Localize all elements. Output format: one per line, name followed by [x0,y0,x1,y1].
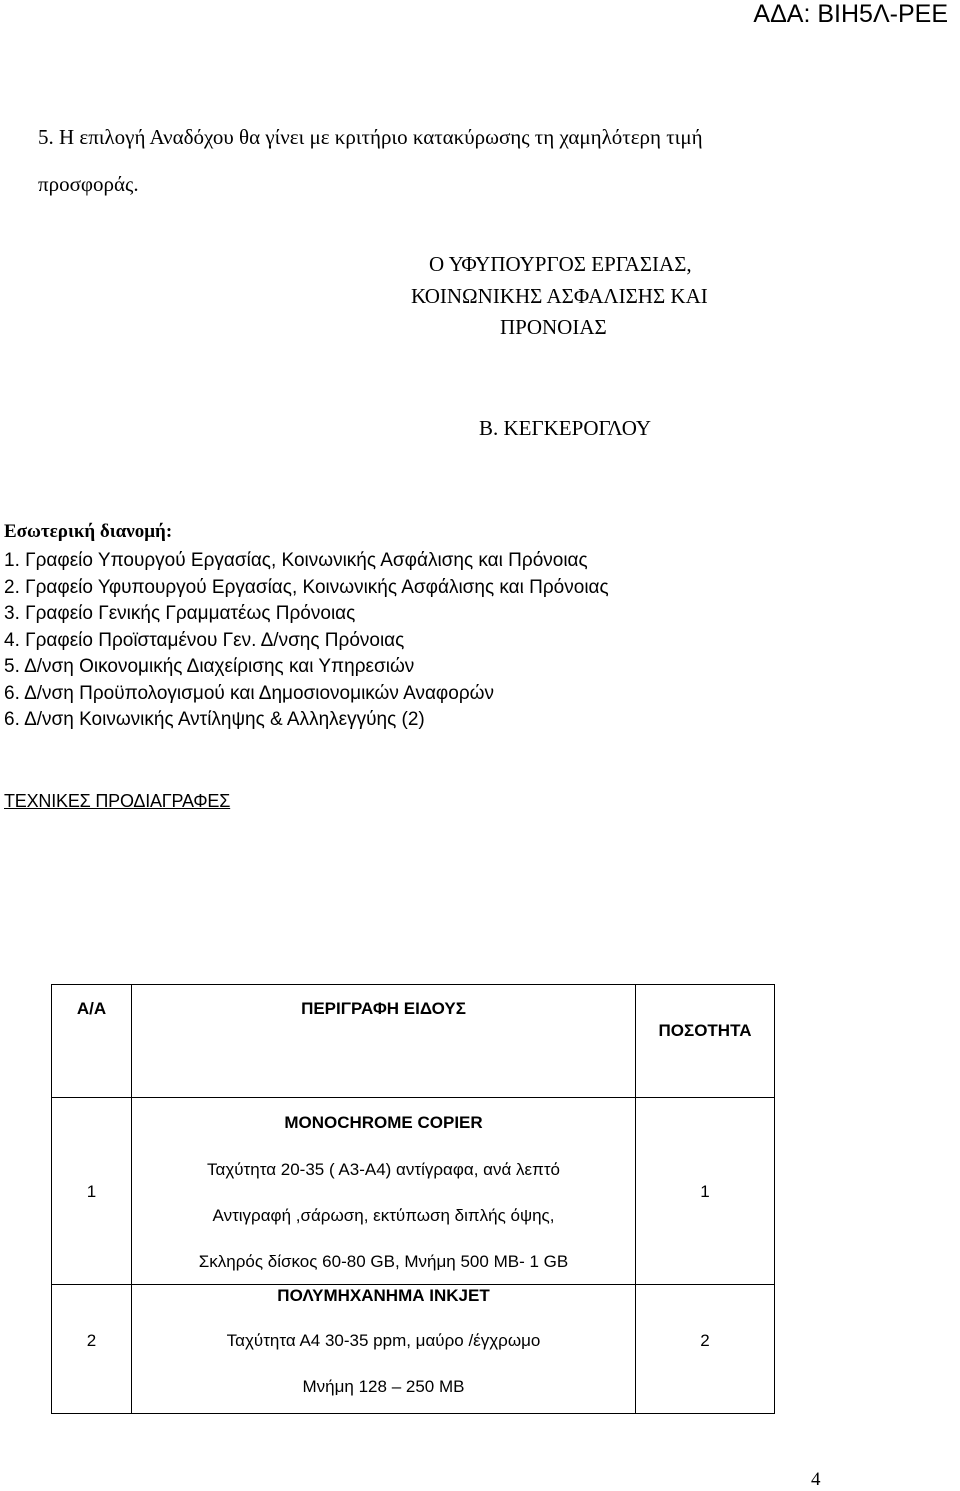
header-desc-cell [132,985,636,1098]
paragraph-5-line-2: προσφοράς. [38,172,139,196]
distribution-title: Εσωτερική διανομή: [4,521,173,542]
distribution-item: 6. Δ/νση Κοινωνικής Αντίληψης & Αλληλεγγύης (2) [4,709,425,730]
distribution-item: 1. Γραφείο Υπουργού Εργασίας, Κοινωνικής Ασφάλισης και Πρόνοιας [4,550,588,571]
header-num: Α/Α [76,999,107,1018]
row-desc-cell [132,1285,636,1414]
header-desc: ΠΕΡΙΓΡΑΦΗ ΕΙΔΟΥΣ [301,999,466,1018]
item-spec-line: Ταχύτητα Α4 30-35 ppm, μαύρο /έγχρωμο [226,1331,541,1350]
ada-code: ΑΔΑ: ΒΙΗ5Λ-ΡΕΕ [753,0,948,28]
row-qty-cell [636,1098,775,1285]
distribution-item: 5. Δ/νση Οικονομικής Διαχείρισης και Υπηρεσιών [4,656,415,677]
signature-title-line-2: ΚΟΙΝΩΝΙΚΗΣ ΑΣΦΑΛΙΣΗΣ ΚΑΙ [411,284,708,308]
distribution-item: 2. Γραφείο Υφυπουργού Εργασίας, Κοινωνικής Ασφάλισης και Πρόνοιας [4,576,609,598]
table-row [52,1098,775,1285]
technical-specs-title: ΤΕΧΝΙΚΕΣ ΠΡΟΔΙΑΓΡΑΦΕΣ [4,791,231,811]
header-qty-cell [636,985,775,1098]
item-spec-line: Ταχύτητα 20-35 ( Α3-Α4) αντίγραφα, ανά λεπτό [206,1160,560,1179]
item-spec-line: Μνήμη 128 – 250 ΜΒ [302,1377,465,1396]
row-num: 2 [86,1331,97,1350]
header-qty: ΠΟΣΟΤΗΤΑ [658,1021,752,1040]
row-num: 1 [86,1182,97,1201]
distribution-item: 4. Γραφείο Προϊσταμένου Γεν. Δ/νσης Πρόνοιας [4,629,405,651]
signature-title-line-1: Ο ΥΦΥΠΟΥΡΓΟΣ ΕΡΓΑΣΙΑΣ, [429,252,692,276]
row-qty: 1 [700,1182,710,1201]
signature-title-line-3: ΠΡΟΝΟΙΑΣ [500,315,607,339]
row-num-cell [52,1098,132,1285]
item-spec-line: Αντιγραφή ,σάρωση, εκτύπωση διπλής όψης, [212,1206,555,1225]
paragraph-5-line-1: 5. Η επιλογή Αναδόχου θα γίνει με κριτήριο κατακύρωσης τη χαμηλότερη τιμή [38,125,703,149]
item-name: MONOCHROME COPIER [284,1113,483,1132]
row-desc-cell [132,1098,636,1285]
row-qty: 2 [700,1331,710,1350]
distribution-list [4,548,609,734]
item-spec-line: Σκληρός δίσκος 60-80 GB, Μνήμη 500 ΜΒ- 1 GB [198,1252,569,1271]
table-row [52,1285,775,1414]
row-qty-cell [636,1285,775,1414]
row-num-cell [52,1285,132,1414]
specs-table [51,984,775,1414]
page-number: 4 [811,1469,821,1490]
header-num-cell [52,985,132,1098]
distribution-item: 6. Δ/νση Προϋπολογισμού και Δημοσιονομικών Αναφορών [4,682,494,704]
table-header-row [52,985,775,1098]
item-name: ΠΟΛΥΜΗΧΑΝΗΜΑ INKJET [277,1286,490,1305]
signatory-name: Β. ΚΕΓΚΕΡΟΓΛΟΥ [479,416,652,440]
distribution-item: 3. Γραφείο Γενικής Γραμματέως Πρόνοιας [4,603,356,624]
